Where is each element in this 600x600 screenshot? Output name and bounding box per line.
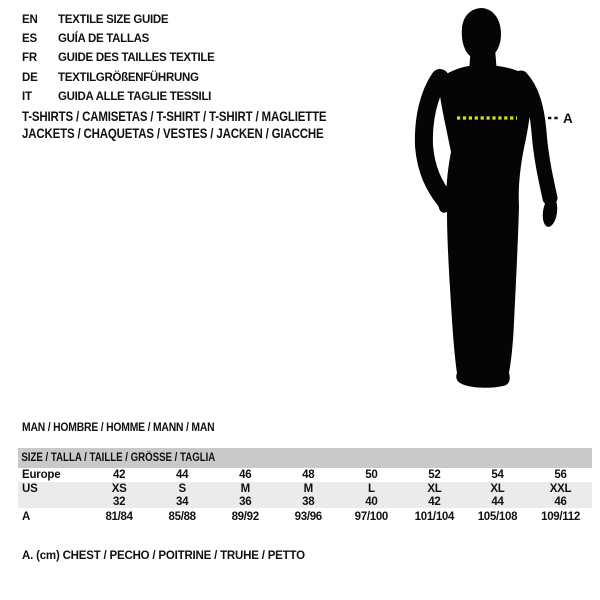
- garment-categories: [22, 108, 326, 142]
- language-title: TEXTILE SIZE GUIDE: [58, 13, 169, 26]
- size-cell: 81/84: [105, 511, 133, 523]
- section-title: MAN / HOMBRE / HOMME / MANN / MAN: [22, 422, 215, 434]
- language-code: ES: [22, 32, 37, 45]
- row-label: A: [22, 511, 31, 523]
- category-line-tshirts: T-SHIRTS / CAMISETAS / T-SHIRT / T-SHIRT / MAGLIETTE: [22, 108, 327, 124]
- size-table: [18, 448, 592, 526]
- size-cell: 44: [491, 495, 504, 508]
- table-header-bar: [18, 448, 592, 468]
- language-row-en: [22, 10, 215, 29]
- size-cell: 52: [428, 469, 441, 481]
- size-cell: 42: [428, 495, 441, 508]
- category-line-jackets: JACKETS / CHAQUETAS / VESTES / JACKEN / GIACCHE: [22, 125, 324, 141]
- size-cell: 38: [302, 495, 315, 508]
- size-cell: 89/92: [231, 511, 259, 523]
- table-header-label: SIZE / TALLA / TAILLE / GRÖSSE / TAGLIA: [21, 452, 216, 464]
- size-cell: L: [367, 482, 375, 495]
- size-cell: S: [178, 482, 186, 495]
- footnote: A. (cm) CHEST / PECHO / POITRINE / TRUHE / PETTO: [22, 550, 305, 562]
- size-cell: 48: [302, 469, 315, 481]
- size-cell: 46: [239, 469, 252, 481]
- language-title: GUÍA DE TALLAS: [58, 32, 149, 45]
- size-cell: 36: [239, 495, 252, 508]
- table-row-us-numbers: [18, 495, 592, 508]
- table-row-europe: [18, 468, 592, 482]
- language-title: GUIDE DES TAILLES TEXTILE: [58, 52, 215, 65]
- size-cell: XL: [490, 482, 505, 495]
- size-cell: 93/96: [294, 511, 322, 523]
- language-code: EN: [22, 13, 38, 26]
- size-cell: XS: [111, 482, 127, 495]
- size-cell: 101/104: [414, 511, 455, 523]
- size-cell: 34: [176, 495, 189, 508]
- size-cell: 54: [491, 469, 504, 481]
- size-cell: M: [240, 482, 250, 495]
- language-row-it: [22, 87, 215, 106]
- row-label: Europe: [22, 469, 61, 481]
- table-row-us-letters: [18, 482, 592, 495]
- language-row-fr: [22, 49, 215, 68]
- language-code: FR: [22, 52, 37, 65]
- silhouette-torso-legs: [438, 65, 532, 388]
- size-cell: XXL: [549, 482, 572, 495]
- size-cell: 85/88: [168, 511, 196, 523]
- size-cell: 32: [112, 495, 126, 508]
- size-cell: M: [303, 482, 313, 495]
- man-silhouette-figure: [405, 5, 575, 395]
- language-code: DE: [22, 71, 38, 84]
- size-cell: 40: [365, 495, 378, 508]
- language-title: TEXTILGRÖßENFÜHRUNG: [58, 71, 199, 84]
- language-list: [22, 10, 215, 106]
- row-label: US: [22, 482, 38, 495]
- size-cell: 56: [554, 469, 567, 481]
- size-cell: 50: [365, 469, 378, 481]
- size-cell: 97/100: [354, 511, 389, 523]
- size-cell: 46: [554, 495, 567, 508]
- size-cell: 109/112: [541, 511, 580, 523]
- language-title: GUIDA ALLE TAGLIE TESSILI: [58, 90, 212, 103]
- size-cell: 44: [176, 469, 189, 481]
- language-row-es: [22, 29, 215, 48]
- table-row-chest-cm: [18, 508, 592, 526]
- size-cell: XL: [427, 482, 442, 495]
- size-cell: 42: [112, 469, 126, 481]
- measure-label-a: A: [563, 111, 573, 126]
- language-code: IT: [22, 90, 32, 103]
- language-row-de: [22, 68, 215, 87]
- size-cell: 105/108: [477, 511, 518, 523]
